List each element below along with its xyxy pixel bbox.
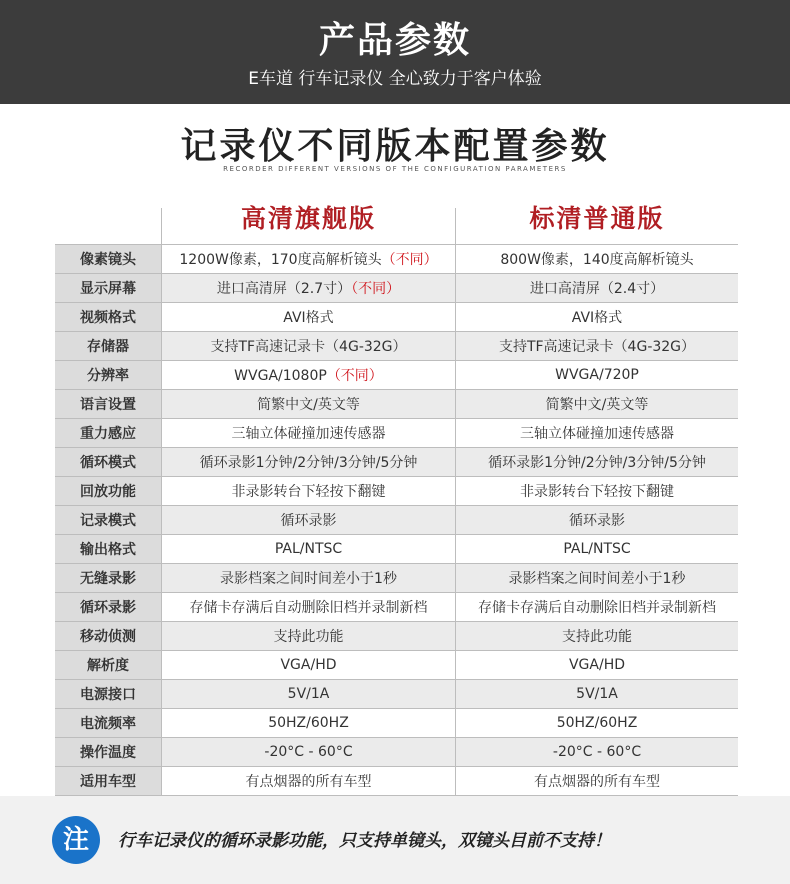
spec-value-hd bbox=[162, 332, 456, 361]
column-header-hd: 高清旗舰版 bbox=[240, 204, 376, 233]
spec-row bbox=[55, 274, 738, 303]
spec-value-hd-text: 50HZ/60HZ bbox=[268, 715, 349, 731]
spec-value-sd: 三轴立体碰撞加速传感器 bbox=[456, 419, 739, 448]
spec-label: 电源接口 bbox=[55, 680, 162, 709]
spec-value-hd-text: AVI格式 bbox=[283, 310, 334, 326]
spec-row bbox=[55, 361, 738, 390]
spec-value-sd: 有点烟器的所有车型 bbox=[456, 767, 739, 796]
spec-value-sd: 存储卡存满后自动删除旧档并录制新档 bbox=[456, 593, 739, 622]
spec-value-sd: 简繁中文/英文等 bbox=[456, 390, 739, 419]
spec-value-hd bbox=[162, 593, 456, 622]
spec-value-hd-text: 简繁中文/英文等 bbox=[257, 397, 360, 413]
spec-value-hd-text: 三轴立体碰撞加速传感器 bbox=[231, 426, 386, 442]
spec-value-hd bbox=[162, 448, 456, 477]
spec-row bbox=[55, 535, 738, 564]
spec-row bbox=[55, 390, 738, 419]
spec-value-hd-text: 非录影转台下轻按下翻键 bbox=[231, 484, 386, 500]
spec-label: 分辨率 bbox=[55, 361, 162, 390]
spec-value-hd bbox=[162, 390, 456, 419]
spec-row bbox=[55, 564, 738, 593]
spec-label: 输出格式 bbox=[55, 535, 162, 564]
spec-value-hd bbox=[162, 245, 456, 274]
difference-note: （不同） bbox=[381, 252, 438, 268]
note-text: 行车记录仪的循环录影功能，只支持单镜头，双镜头目前不支持！ bbox=[118, 831, 611, 851]
spec-value-sd: 800W像素，140度高解析镜头 bbox=[456, 245, 739, 274]
header-banner bbox=[0, 0, 790, 104]
spec-row bbox=[55, 448, 738, 477]
spec-row bbox=[55, 593, 738, 622]
spec-value-sd: VGA/HD bbox=[456, 651, 739, 680]
spec-value-hd-text: -20°C - 60°C bbox=[264, 744, 353, 760]
spec-value-sd: 支持TF高速记录卡（4G-32G） bbox=[456, 332, 739, 361]
spec-value-hd-text: PAL/NTSC bbox=[274, 541, 343, 557]
spec-value-sd: 支持此功能 bbox=[456, 622, 739, 651]
spec-value-sd: PAL/NTSC bbox=[456, 535, 739, 564]
spec-label: 语言设置 bbox=[55, 390, 162, 419]
spec-value-hd-text: 循环录影1分钟/2分钟/3分钟/5分钟 bbox=[199, 455, 418, 471]
spec-value-hd-text: 录影档案之间时间差小于1秒 bbox=[220, 571, 397, 587]
spec-row bbox=[55, 651, 738, 680]
spec-label: 视频格式 bbox=[55, 303, 162, 332]
spec-value-sd: -20°C - 60°C bbox=[456, 738, 739, 767]
spec-label: 操作温度 bbox=[55, 738, 162, 767]
spec-value-sd: 非录影转台下轻按下翻键 bbox=[456, 477, 739, 506]
spec-row bbox=[55, 419, 738, 448]
spec-label: 重力感应 bbox=[55, 419, 162, 448]
spec-value-hd bbox=[162, 506, 456, 535]
spec-row bbox=[55, 738, 738, 767]
spec-row bbox=[55, 303, 738, 332]
spec-row bbox=[55, 622, 738, 651]
spec-label: 解析度 bbox=[55, 651, 162, 680]
spec-value-hd-text: 支持TF高速记录卡（4G-32G） bbox=[210, 339, 407, 355]
spec-label: 记录模式 bbox=[55, 506, 162, 535]
spec-value-hd bbox=[162, 564, 456, 593]
difference-note: （不同） bbox=[351, 281, 401, 297]
spec-row bbox=[55, 506, 738, 535]
spec-value-hd-text: 5V/1A bbox=[287, 686, 330, 702]
difference-note: （不同） bbox=[326, 368, 383, 384]
spec-value-sd: 进口高清屏（2.4寸） bbox=[456, 274, 739, 303]
spec-row bbox=[55, 767, 738, 796]
column-header-sd: 标清普通版 bbox=[529, 204, 665, 233]
spec-value-hd-text: WVGA/1080P bbox=[234, 368, 327, 384]
spec-row bbox=[55, 332, 738, 361]
spec-row bbox=[55, 709, 738, 738]
spec-value-hd bbox=[162, 767, 456, 796]
spec-label: 适用车型 bbox=[55, 767, 162, 796]
spec-label: 显示屏幕 bbox=[55, 274, 162, 303]
spec-value-hd bbox=[162, 680, 456, 709]
spec-label: 无缝录影 bbox=[55, 564, 162, 593]
spec-value-hd-text: 循环录影 bbox=[280, 513, 337, 529]
spec-table bbox=[55, 244, 738, 796]
spec-value-hd bbox=[162, 361, 456, 390]
spec-label: 存储器 bbox=[55, 332, 162, 361]
spec-value-hd bbox=[162, 738, 456, 767]
spec-label: 电流频率 bbox=[55, 709, 162, 738]
spec-value-hd bbox=[162, 303, 456, 332]
spec-label: 回放功能 bbox=[55, 477, 162, 506]
section-subtitle: RECORDER DIFFERENT VERSIONS OF THE CONFIGURATION PARAMETERS bbox=[223, 165, 567, 173]
spec-value-sd: 循环录影1分钟/2分钟/3分钟/5分钟 bbox=[456, 448, 739, 477]
spec-value-sd: WVGA/720P bbox=[456, 361, 739, 390]
spec-value-hd bbox=[162, 709, 456, 738]
spec-row bbox=[55, 680, 738, 709]
spec-row bbox=[55, 245, 738, 274]
section-title: 记录仪不同版本配置参数 bbox=[180, 126, 610, 167]
spec-label: 循环模式 bbox=[55, 448, 162, 477]
spec-value-sd: 50HZ/60HZ bbox=[456, 709, 739, 738]
spec-value-sd: AVI格式 bbox=[456, 303, 739, 332]
spec-label: 循环录影 bbox=[55, 593, 162, 622]
spec-value-hd bbox=[162, 419, 456, 448]
spec-value-hd bbox=[162, 535, 456, 564]
spec-value-hd-text: VGA/HD bbox=[280, 657, 337, 673]
spec-value-hd bbox=[162, 477, 456, 506]
spec-label: 像素镜头 bbox=[55, 245, 162, 274]
spec-label: 移动侦测 bbox=[55, 622, 162, 651]
spec-value-sd: 5V/1A bbox=[456, 680, 739, 709]
banner-title: 产品参数 bbox=[318, 20, 471, 61]
spec-value-hd-text: 进口高清屏（2.7寸） bbox=[216, 281, 352, 297]
spec-value-hd-text: 存储卡存满后自动删除旧档并录制新档 bbox=[189, 600, 428, 616]
spec-value-hd-text: 支持此功能 bbox=[273, 629, 344, 645]
spec-value-sd: 循环录影 bbox=[456, 506, 739, 535]
spec-value-hd-text: 有点烟器的所有车型 bbox=[245, 774, 372, 790]
banner-subtitle: E车道 行车记录仪 全心致力于客户体验 bbox=[248, 69, 542, 89]
spec-value-sd: 录影档案之间时间差小于1秒 bbox=[456, 564, 739, 593]
note-icon: 注 bbox=[52, 816, 100, 864]
spec-value-hd bbox=[162, 651, 456, 680]
spec-value-hd bbox=[162, 622, 456, 651]
spec-value-hd bbox=[162, 274, 456, 303]
spec-row bbox=[55, 477, 738, 506]
spec-value-hd-text: 1200W像素，170度高解析镜头 bbox=[179, 252, 382, 268]
